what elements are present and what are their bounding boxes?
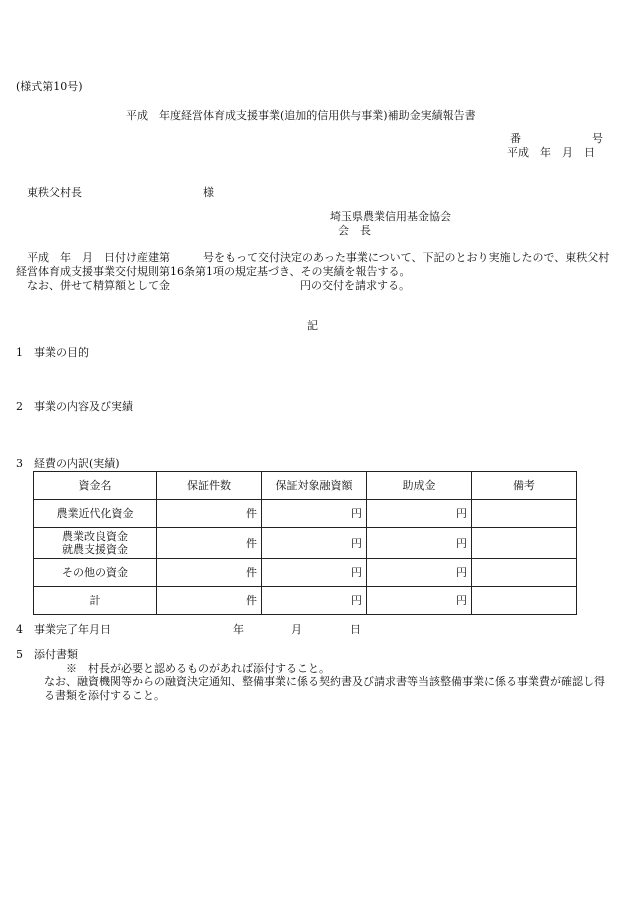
addressee-name: 東秩父村長 [27,186,82,199]
count-cell: 件 [157,559,262,587]
reference-date: 平成 年 月 日 [507,146,595,159]
document-title: 平成 年度経営体育成支援事業(追加的信用供与事業)補助金実績報告書 [126,109,476,122]
sender-title: 会 長 [338,224,371,237]
loan-cell: 円 [262,587,367,615]
body-claim-line [16,279,625,293]
count-cell: 件 [157,528,262,559]
ki-heading: 記 [307,319,318,332]
grant-cell: 円 [367,500,472,528]
attachment-note-2: なお、融資機関等からの融資決定通知、整備事業に係る契約書及び請求書等当該整備事業に係る事業費が確認し得る書類を添付すること。 [44,675,605,702]
fund-name: 計 [34,587,157,615]
form-number: (様式第10号) [16,80,83,93]
remarks-cell [472,559,577,587]
grant-cell: 円 [367,528,472,559]
count-cell: 件 [157,587,262,615]
body-paragraph: 平成 年 月 日付け産建第 号をもって交付決定のあった事業について、下記のとおり実施したので、東秩父村経営体育成支援事業交付規則第16条第1項の規定基づき、その実績を報告する。 [16,251,610,278]
header-grant: 助成金 [367,472,472,500]
loan-cell: 円 [262,559,367,587]
grant-cell: 円 [367,587,472,615]
section-5-heading: 5 添付書類 [16,648,78,661]
fund-name: その他の資金 [34,559,157,587]
section-1-heading: 1 事業の目的 [16,346,89,359]
header-loan-amount: 保証対象融資額 [262,472,367,500]
claim-prefix: なお、併せて精算額として金 [27,279,170,292]
loan-cell: 円 [262,528,367,559]
claim-suffix: 円の交付を請求する。 [300,279,410,292]
addressee-honorific: 様 [203,186,214,199]
loan-cell: 円 [262,500,367,528]
cost-breakdown-table [33,471,577,615]
table-row [34,559,577,587]
reference-number-suffix: 号 [592,132,603,145]
remarks-cell [472,500,577,528]
sender-organization: 埼玉県農業信用基金協会 [330,210,451,223]
remarks-cell [472,587,577,615]
attachment-note-1: ※ 村長が必要と認めるものがあれば添付すること。 [66,662,330,675]
table-row [34,587,577,615]
table-row [34,500,577,528]
fund-name [34,528,157,559]
header-remarks: 備考 [472,472,577,500]
fund-name-line: 農業改良資金 [62,530,128,543]
fund-name-line: 就農支援資金 [62,543,128,556]
count-cell: 件 [157,500,262,528]
table-row [34,528,577,559]
completion-year: 年 [233,623,244,636]
section-3-heading: 3 経費の内訳(実績) [16,457,120,470]
header-guarantee-count: 保証件数 [157,472,262,500]
header-fund-name: 資金名 [34,472,157,500]
fund-name: 農業近代化資金 [34,500,157,528]
section-2-heading: 2 事業の内容及び実績 [16,400,133,413]
completion-month: 月 [291,623,302,636]
remarks-cell [472,528,577,559]
table-header-row [34,472,577,500]
reference-number-label: 番 [510,132,521,145]
section-4-heading: 4 事業完了年月日 [16,623,111,636]
grant-cell: 円 [367,559,472,587]
completion-day: 日 [350,623,361,636]
